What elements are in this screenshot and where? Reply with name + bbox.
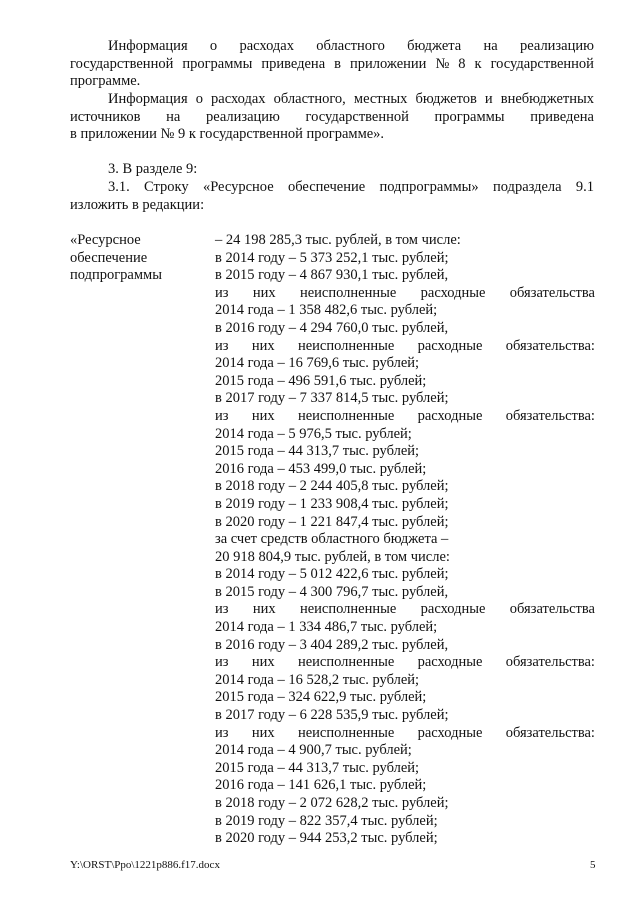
amount-line: 2015 года – 44 313,7 тыс. рублей; — [215, 443, 420, 460]
page-number: 5 — [590, 859, 596, 871]
word: Информация — [108, 38, 188, 54]
word: них — [251, 654, 275, 671]
word: расходах — [211, 91, 266, 107]
word: из — [215, 724, 229, 741]
word: из — [215, 654, 229, 671]
amount-line: 2015 года – 496 591,6 тыс. рублей; — [215, 372, 427, 389]
word: расходные — [417, 337, 483, 354]
amount-line: за счет средств областного бюджета – — [215, 531, 449, 548]
word: неисполненные — [297, 724, 395, 741]
paragraph-budget-info — [70, 38, 594, 91]
word: реализацию — [205, 108, 280, 125]
paragraph-line — [70, 109, 594, 127]
word: 3.1. — [108, 179, 130, 195]
amount-line: 2014 года – 16 769,6 тыс. рублей; — [215, 355, 420, 372]
word: государственной — [70, 55, 174, 72]
word: 8 — [458, 55, 466, 72]
paragraph-line: в приложении № 9 к государственной программе». — [70, 126, 385, 143]
word: и — [484, 91, 493, 107]
word: обеспечение — [287, 179, 366, 195]
word: обязательства — [509, 601, 595, 618]
amount-line: 2016 года – 141 626,1 тыс. рублей; — [215, 777, 427, 794]
word: них — [252, 601, 276, 618]
word: неисполненные — [297, 654, 395, 671]
amount-line: в 2018 году – 2 244 405,8 тыс. рублей; — [215, 478, 449, 495]
word: приведена — [261, 55, 326, 72]
label-line: «Ресурсное — [70, 232, 141, 248]
word: бюджетов — [415, 91, 477, 107]
amount-line: в 2017 году – 6 228 535,9 тыс. рублей; — [215, 707, 449, 724]
paragraph-line — [70, 38, 594, 56]
amount-line: в 2020 году – 1 221 847,4 тыс. рублей; — [215, 513, 449, 530]
amount-line: 2014 года – 1 358 482,6 тыс. рублей; — [215, 302, 438, 319]
word: обязательства: — [505, 654, 595, 671]
word: местных — [353, 91, 408, 107]
word: Строку — [144, 179, 189, 195]
word: реализацию — [520, 38, 594, 54]
resource-details — [215, 232, 595, 848]
amount-line: в 2017 году – 7 337 814,5 тыс. рублей; — [215, 390, 449, 407]
amount-line: в 2019 году – 822 357,4 тыс. рублей; — [215, 812, 438, 829]
row-label — [70, 232, 200, 285]
word: них — [251, 407, 275, 424]
word: из — [215, 407, 229, 424]
word: бюджета — [407, 38, 462, 54]
label-line: обеспечение — [70, 249, 148, 266]
word: обязательства: — [505, 407, 595, 424]
obligations-line — [215, 654, 595, 672]
word: источников — [70, 108, 141, 125]
word: них — [251, 724, 275, 741]
amount-line: 2014 года – 16 528,2 тыс. рублей; — [215, 671, 420, 688]
word: 9.1 — [575, 179, 594, 195]
word: обязательства: — [505, 724, 595, 741]
word: приложении — [350, 55, 427, 72]
word: программы — [434, 108, 505, 125]
word: подпрограммы» — [379, 179, 479, 195]
paragraph-line: изложить в редакции: — [70, 196, 205, 213]
paragraph-line — [70, 91, 594, 109]
word: приведена — [530, 108, 594, 125]
obligations-line — [215, 725, 595, 743]
word: расходные — [420, 284, 486, 301]
amount-line: в 2020 году – 944 253,2 тыс. рублей; — [215, 830, 438, 847]
word: из — [215, 337, 229, 354]
word: расходные — [417, 724, 483, 741]
word: о — [195, 91, 203, 107]
word: расходные — [417, 654, 483, 671]
word: расходные — [417, 407, 483, 424]
word: них — [251, 337, 275, 354]
amount-line: 2015 года – 44 313,7 тыс. рублей; — [215, 759, 420, 776]
amount-line: 20 918 804,9 тыс. рублей, в том числе: — [215, 548, 450, 565]
word: неисполненные — [299, 601, 397, 618]
word: расходах — [239, 38, 294, 54]
word: «Ресурсное — [202, 179, 274, 195]
word: обязательства — [509, 284, 595, 301]
amount-line: в 2016 году – 3 404 289,2 тыс. рублей, — [215, 636, 449, 653]
amount-line: 2015 года – 324 622,9 тыс. рублей; — [215, 689, 427, 706]
word: обязательства: — [505, 337, 595, 354]
word: из — [215, 284, 229, 301]
paragraph-instruction — [70, 179, 594, 214]
paragraph-line — [70, 179, 594, 197]
amount-line: в 2015 году – 4 300 796,7 тыс. рублей, — [215, 583, 449, 600]
word: программы — [182, 55, 253, 72]
footer-file-path: Y:\ORST\Ppo\1221p886.f17.docx — [70, 859, 220, 871]
paragraph-line — [70, 56, 594, 74]
word: областного — [316, 38, 385, 54]
word: неисполненные — [297, 407, 395, 424]
paragraph-line: 3. В разделе 9: — [108, 161, 198, 177]
word: неисполненные — [299, 284, 397, 301]
word: них — [252, 284, 276, 301]
obligations-line — [215, 338, 595, 356]
amount-line: в 2014 году – 5 373 252,1 тыс. рублей; — [215, 249, 449, 266]
amount-line: в 2019 году – 1 233 908,4 тыс. рублей; — [215, 495, 449, 512]
amount-line: в 2015 году – 4 867 930,1 тыс. рублей, — [215, 267, 449, 284]
amount-line: в 2014 году – 5 012 422,6 тыс. рублей; — [215, 566, 449, 583]
word: о — [209, 38, 218, 54]
word: Информация — [108, 91, 188, 107]
word: государственной — [305, 108, 409, 125]
word: государственной — [490, 55, 594, 72]
word: на — [166, 108, 181, 125]
word: на — [483, 38, 498, 54]
word: расходные — [420, 601, 486, 618]
amount-line: 2014 года – 1 334 486,7 тыс. рублей; — [215, 619, 438, 636]
obligations-line — [215, 601, 595, 619]
word: внебюджетных — [500, 91, 594, 107]
amount-line: 2014 года – 5 976,5 тыс. рублей; — [215, 425, 412, 442]
amount-line: – 24 198 285,3 тыс. рублей, в том числе: — [215, 232, 461, 248]
word: к — [474, 55, 482, 72]
amount-line: в 2018 году – 2 072 628,2 тыс. рублей; — [215, 795, 449, 811]
label-line: подпрограммы — [70, 267, 162, 284]
amount-line: в 2016 году – 4 294 760,0 тыс. рублей, — [215, 319, 449, 336]
word: неисполненные — [297, 337, 395, 354]
word: из — [215, 601, 229, 618]
amount-line: 2016 года – 453 499,0 тыс. рублей; — [215, 460, 427, 477]
obligations-line — [215, 408, 595, 426]
obligations-line — [215, 285, 595, 303]
amount-line: 2014 года – 4 900,7 тыс. рублей; — [215, 742, 412, 759]
paragraph-budgets-info — [70, 91, 594, 144]
word: в — [334, 55, 341, 72]
word: областного, — [273, 91, 346, 107]
section-heading — [70, 161, 594, 179]
word: подраздела — [492, 179, 562, 195]
paragraph-line: программе. — [70, 73, 141, 90]
word: № — [435, 55, 450, 72]
